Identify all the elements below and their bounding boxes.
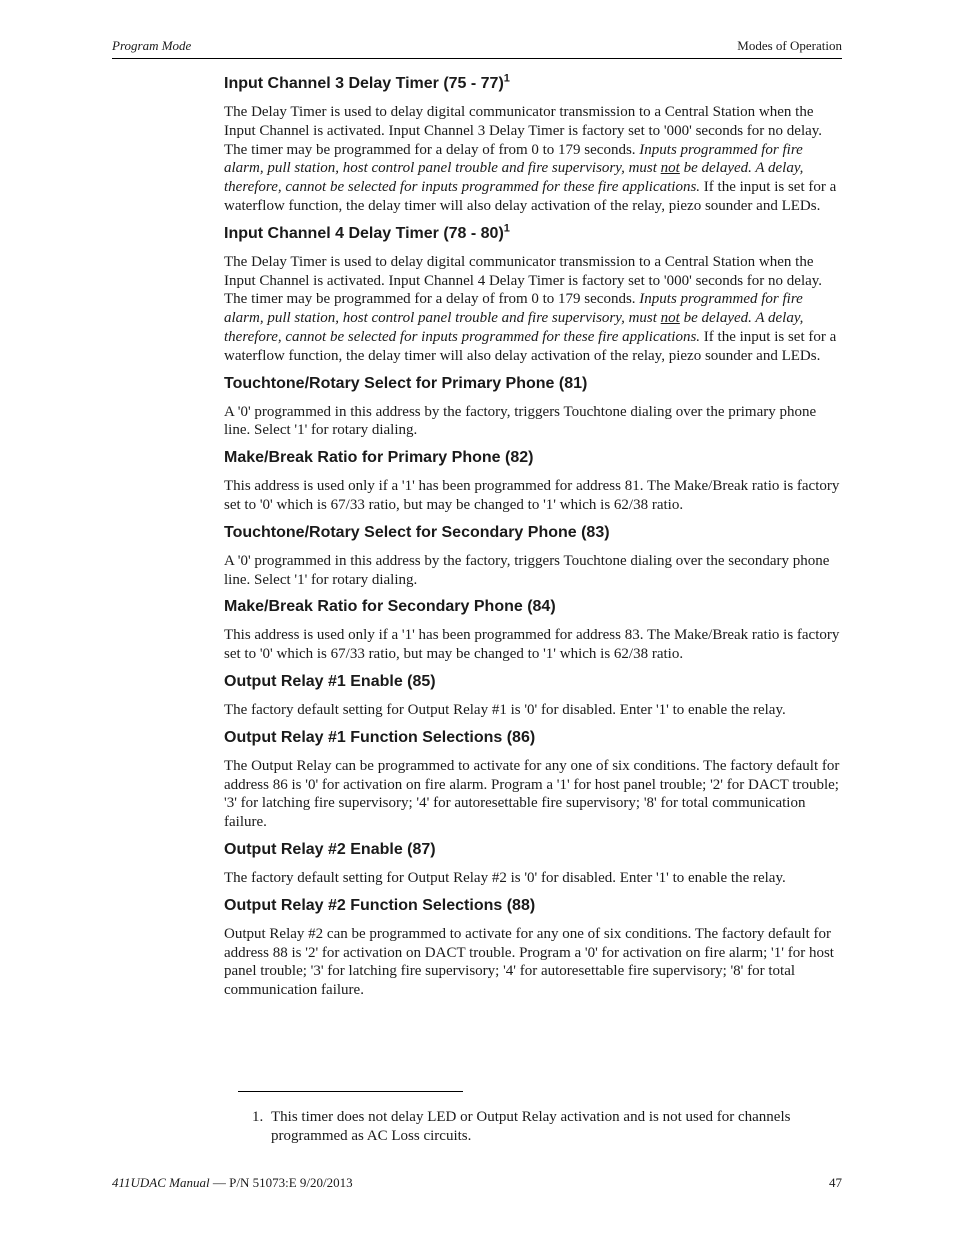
page-number: 47 [829, 1175, 842, 1190]
page-header [112, 38, 842, 59]
section-body: This address is used only if a '1' has been programmed for address 81. The Make/Break ratio is factory set to '0' which is 67/33 ratio, but may be changed to '1' which is 62/38 ratio. [224, 478, 840, 513]
section-body: A '0' programmed in this address by the factory, triggers Touchtone dialing over the primary phone line. Select '1' for rotary dialing. [224, 403, 817, 439]
section-body: The Delay Timer is used to delay digital communicator transmission to a Central Station when the Input Channel is activated. Input Channel 3 Delay Timer is factory set to '000' seconds for no delay. The timer may be programmed for a delay of from 0 to 179 seconds. Inputs programmed for fire alarm, pull station, host control panel trouble and fire supervisory, must not be delayed. A delay, therefore, cannot be selected for inputs programmed for these fire applications. If the input is set for a waterflow function, the delay timer will also delay activation of the relay, piezo sounder and LEDs. [224, 104, 837, 214]
manual-title: 411UDAC Manual [112, 1175, 210, 1190]
section-heading: Output Relay #2 Enable (87) [224, 840, 436, 858]
section-heading: Input Channel 4 Delay Timer (78 - 80)$^1$ [224, 222, 510, 242]
section-heading: Touchtone/Rotary Select for Secondary Phone (83) [224, 523, 610, 541]
section-body: The factory default setting for Output Relay #2 is '0' for disabled. Enter '1' to enable the relay. [224, 869, 786, 886]
section-body: This address is used only if a '1' has been programmed for address 83. The Make/Break ratio is factory set to '0' which is 67/33 ratio, but may be changed to '1' which is 62/38 ratio. [224, 627, 840, 663]
footnote-divider [238, 1091, 463, 1092]
section-body: Output Relay #2 can be programmed to activate for any one of six conditions. The factory default for address 88 is '2' for activation on DACT trouble. Program a '0' for activation on fire alarm; '1' for host panel trouble; '3' for latching fire supervisory; '4' for autoresettable fire supervisory; '8' for total communication failure. [224, 925, 834, 999]
section-heading: Touchtone/Rotary Select for Primary Phone (81) [224, 374, 588, 392]
header-section-title: Program Mode [112, 38, 192, 53]
footnote-marker: 1 [503, 72, 510, 85]
footnote-marker: 1 [503, 222, 510, 235]
section-heading: Output Relay #1 Function Selections (86) [224, 728, 536, 746]
section-heading: Output Relay #1 Enable (85) [224, 672, 436, 690]
section-heading: Input Channel 3 Delay Timer (75 - 77)$^1$ [224, 72, 510, 92]
section-heading: Output Relay #2 Function Selections (88) [224, 896, 536, 914]
section-heading: Make/Break Ratio for Secondary Phone (84) [224, 598, 556, 616]
section-body: A '0' programmed in this address by the factory, triggers Touchtone dialing over the secondary phone line. Select '1' for rotary dialing. [224, 552, 830, 588]
section-body: The Output Relay can be programmed to activate for any one of six conditions. The factory default for address 86 is '0' for activation on fire alarm. Program a '1' for host panel trouble; '2' for DACT trouble; '3' for latching fire supervisory; '4' for autoresettable fire supervisory; '8' for total communication failure. [224, 757, 840, 831]
page-content [224, 74, 842, 1008]
page-footer-doc [112, 1175, 353, 1191]
header-chapter-title: Modes of Operation [737, 38, 842, 53]
section-body: The factory default setting for Output Relay #1 is '0' for disabled. Enter '1' to enable the relay. [224, 701, 786, 718]
section-body: The Delay Timer is used to delay digital communicator transmission to a Central Station when the Input Channel is activated. Input Channel 4 Delay Timer is factory set to '000' seconds for no delay. The timer may be programmed for a delay of from 0 to 179 seconds. Inputs programmed for fire alarm, pull station, host control panel trouble and fire supervisory, must not be delayed. A delay, therefore, cannot be selected for inputs programmed for these fire applications. If the input is set for a waterflow function, the delay timer will also delay activation of the relay, piezo sounder and LEDs. [224, 253, 837, 364]
section-heading: Make/Break Ratio for Primary Phone (82) [224, 449, 534, 467]
part-number: — P/N 51073:E 9/20/2013 [209, 1175, 353, 1190]
footnote [252, 1108, 842, 1146]
footnote-text: This timer does not delay LED or Output Relay activation and is not used for channels programmed as AC Loss circuits. [271, 1109, 791, 1144]
footnote-number: 1. [252, 1109, 264, 1125]
